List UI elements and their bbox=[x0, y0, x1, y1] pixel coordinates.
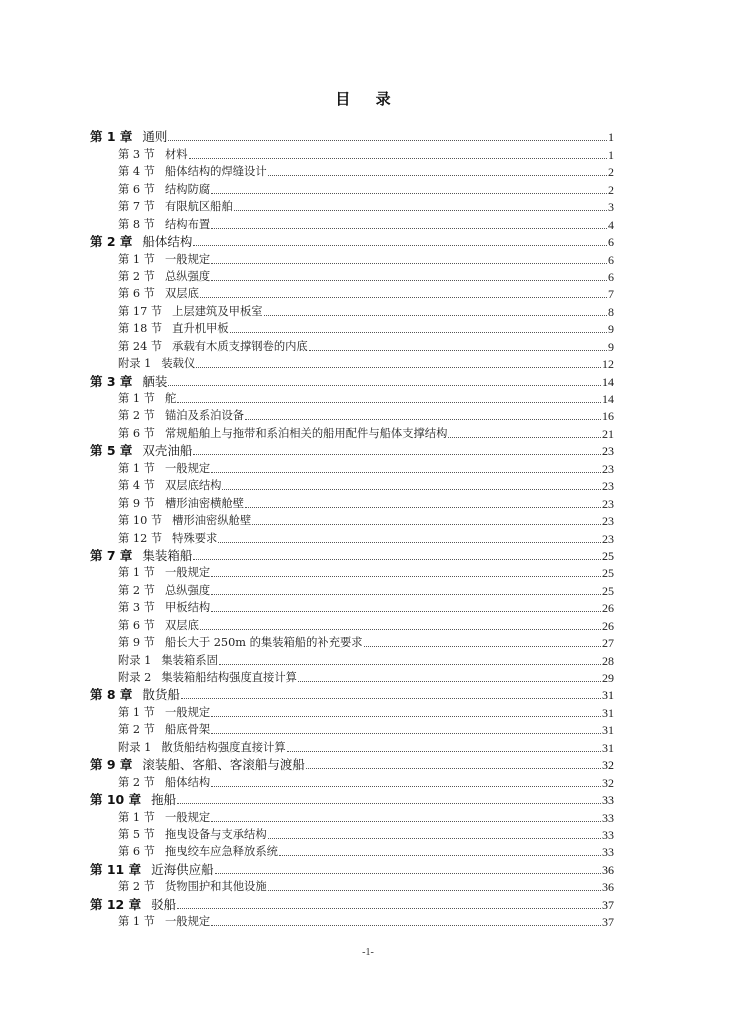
dot-leader bbox=[215, 873, 601, 874]
toc-entry-number: 第 6 节 bbox=[118, 618, 155, 632]
dot-leader bbox=[306, 768, 601, 769]
dot-leader bbox=[193, 245, 607, 246]
toc-entry-title: 承载有木质支撑钢卷的内底 bbox=[172, 339, 308, 353]
toc-chapter-entry[interactable] bbox=[90, 441, 614, 458]
toc-entry-title: 材料 bbox=[164, 147, 188, 161]
dot-leader bbox=[364, 646, 601, 647]
toc-entry-title: 双层底 bbox=[164, 287, 199, 301]
toc-entry-number: 第 4 节 bbox=[118, 165, 155, 179]
toc-entry-label bbox=[118, 741, 286, 755]
toc-page-number: 26 bbox=[602, 618, 614, 633]
toc-entry-number: 第 3 节 bbox=[118, 601, 155, 615]
toc-entry-title: 船底骨架 bbox=[164, 723, 211, 737]
toc-page-number: 28 bbox=[602, 653, 614, 668]
dot-leader bbox=[287, 751, 601, 752]
page-title: 目 录 bbox=[335, 90, 401, 108]
toc-page-number: 6 bbox=[608, 252, 614, 267]
toc-entry-title: 货物围护和其他设施 bbox=[164, 880, 267, 894]
toc-entry-label bbox=[90, 688, 180, 702]
toc-entry-number: 第 1 节 bbox=[118, 392, 155, 405]
toc-section-entry[interactable] bbox=[90, 842, 614, 859]
toc-entry-label bbox=[118, 392, 176, 406]
toc-entry-number: 第 2 节 bbox=[118, 269, 155, 283]
toc-section-entry[interactable] bbox=[90, 319, 614, 336]
dot-leader bbox=[218, 542, 601, 543]
toc-entry-label bbox=[90, 549, 192, 563]
toc-section-entry[interactable] bbox=[90, 511, 614, 528]
toc-entry-title: 双层底结构 bbox=[164, 479, 222, 493]
toc-entry-title: 特殊要求 bbox=[172, 531, 218, 545]
toc-chapter-entry[interactable] bbox=[90, 546, 614, 563]
dot-leader bbox=[211, 786, 601, 787]
toc-entry-title: 船体结构 bbox=[142, 234, 193, 250]
toc-section-entry[interactable] bbox=[90, 650, 614, 667]
toc-entry-title: 舵 bbox=[164, 392, 177, 405]
toc-entry-number: 第 6 节 bbox=[118, 182, 155, 196]
toc-page-number: 33 bbox=[602, 845, 614, 860]
dot-leader bbox=[211, 821, 601, 822]
toc-entry-number: 第 6 节 bbox=[118, 287, 155, 301]
toc-section-entry[interactable] bbox=[90, 301, 614, 318]
toc-section-entry[interactable] bbox=[90, 458, 614, 475]
toc-page-number: 23 bbox=[602, 514, 614, 529]
toc-section-entry[interactable] bbox=[90, 214, 614, 231]
toc-entry-title: 甲板结构 bbox=[164, 601, 211, 615]
dot-leader bbox=[230, 332, 607, 333]
dot-leader bbox=[181, 698, 601, 699]
toc-entry-title: 装载仪 bbox=[161, 357, 196, 371]
toc-section-entry[interactable] bbox=[90, 668, 614, 685]
toc-entry-number: 第 2 节 bbox=[118, 723, 155, 737]
toc-entry-label bbox=[90, 375, 167, 389]
toc-chapter-entry[interactable] bbox=[90, 790, 614, 807]
toc-entry-number: 第 1 章 bbox=[90, 129, 133, 145]
toc-page-number: 31 bbox=[602, 688, 614, 703]
toc-page-number: 25 bbox=[602, 566, 614, 581]
dot-leader bbox=[168, 385, 601, 386]
toc-entry-label bbox=[118, 340, 308, 354]
toc-entry-label bbox=[118, 305, 263, 319]
dot-leader bbox=[211, 193, 607, 194]
toc-entry-number: 第 9 节 bbox=[118, 496, 155, 510]
toc-page-number: 25 bbox=[602, 548, 614, 563]
dot-leader bbox=[211, 472, 601, 473]
dot-leader bbox=[168, 140, 607, 141]
toc-section-entry[interactable] bbox=[90, 144, 614, 161]
toc-chapter-entry[interactable] bbox=[90, 755, 614, 772]
toc-entry-number: 第 3 章 bbox=[90, 373, 133, 389]
toc-entry-title: 锚泊及系泊设备 bbox=[164, 409, 245, 423]
toc-entry-title: 结构布置 bbox=[164, 217, 211, 231]
toc-section-entry[interactable] bbox=[90, 615, 614, 632]
toc-chapter-entry[interactable] bbox=[90, 371, 614, 388]
toc-entry-title: 集装箱船结构强度直接计算 bbox=[161, 671, 297, 684]
dot-leader bbox=[200, 297, 607, 298]
toc-page-number: 36 bbox=[602, 880, 614, 895]
toc-chapter-entry[interactable] bbox=[90, 127, 614, 144]
toc-entry-title: 槽形油密纵舱壁 bbox=[172, 514, 252, 528]
toc-page-number: 21 bbox=[602, 426, 614, 441]
toc-entry-number: 第 1 节 bbox=[118, 566, 155, 580]
toc-section-entry[interactable] bbox=[90, 598, 614, 615]
toc-page-number: 1 bbox=[608, 147, 614, 162]
toc-entry-label bbox=[118, 915, 210, 929]
toc-entry-number: 第 17 节 bbox=[118, 304, 163, 318]
toc-page-number: 26 bbox=[602, 601, 614, 616]
toc-entry-number: 第 2 节 bbox=[118, 583, 155, 597]
dot-leader bbox=[211, 263, 607, 264]
toc-section-entry[interactable] bbox=[90, 493, 614, 510]
toc-entry-title: 一般规定 bbox=[164, 915, 211, 929]
toc-page-number: 23 bbox=[602, 531, 614, 546]
toc-entry-title: 驳船 bbox=[151, 896, 177, 912]
toc-entry-title: 集装箱船 bbox=[142, 547, 193, 563]
toc-entry-number: 第 3 节 bbox=[118, 147, 155, 161]
toc-section-entry[interactable] bbox=[90, 476, 614, 493]
dot-leader bbox=[222, 489, 601, 490]
toc-section-entry[interactable] bbox=[90, 772, 614, 789]
toc-entry-number: 第 2 节 bbox=[118, 409, 155, 423]
toc-entry-label bbox=[118, 845, 278, 859]
toc-page-number: 33 bbox=[602, 827, 614, 842]
dot-leader bbox=[245, 419, 601, 420]
table-of-contents bbox=[90, 127, 614, 929]
toc-section-entry[interactable] bbox=[90, 720, 614, 737]
toc-entry-number: 第 2 节 bbox=[118, 775, 155, 789]
toc-page-number: 2 bbox=[608, 165, 614, 180]
toc-page-number: 36 bbox=[602, 862, 614, 877]
toc-entry-label bbox=[118, 479, 221, 493]
toc-section-entry[interactable] bbox=[90, 249, 614, 266]
toc-entry-title: 集装箱系固 bbox=[161, 653, 218, 667]
dot-leader bbox=[252, 524, 601, 525]
toc-entry-number: 第 1 节 bbox=[118, 461, 155, 475]
dot-leader bbox=[189, 158, 607, 159]
toc-entry-label bbox=[118, 723, 210, 737]
toc-entry-title: 船长大于 250m 的集装箱船的补充要求 bbox=[164, 636, 363, 650]
toc-entry-label bbox=[118, 218, 210, 232]
toc-entry-number: 第 6 节 bbox=[118, 845, 155, 859]
toc-page-number: 31 bbox=[602, 740, 614, 755]
dot-leader bbox=[211, 280, 607, 281]
toc-entry-label bbox=[90, 444, 192, 458]
dot-leader bbox=[298, 681, 601, 682]
toc-section-entry[interactable] bbox=[90, 197, 614, 214]
toc-section-entry[interactable] bbox=[90, 633, 614, 650]
toc-section-entry[interactable] bbox=[90, 354, 614, 371]
toc-page-number: 27 bbox=[602, 636, 614, 651]
toc-section-entry[interactable] bbox=[90, 179, 614, 196]
toc-entry-title: 船体结构的焊缝设计 bbox=[164, 165, 267, 179]
toc-entry-title: 一般规定 bbox=[164, 810, 211, 824]
toc-entry-label bbox=[118, 811, 210, 825]
toc-section-entry[interactable] bbox=[90, 563, 614, 580]
toc-entry-label bbox=[90, 863, 214, 877]
toc-section-entry[interactable] bbox=[90, 423, 614, 440]
toc-page-number: 14 bbox=[602, 392, 614, 406]
toc-entry-number: 第 5 节 bbox=[118, 827, 155, 841]
toc-section-entry[interactable] bbox=[90, 389, 614, 406]
toc-page-number: 16 bbox=[602, 409, 614, 424]
toc-entry-number: 第 1 节 bbox=[118, 810, 155, 824]
toc-entry-label bbox=[118, 880, 267, 894]
toc-entry-label bbox=[118, 200, 233, 214]
dot-leader bbox=[309, 350, 607, 351]
toc-section-entry[interactable] bbox=[90, 528, 614, 545]
toc-chapter-entry[interactable] bbox=[90, 894, 614, 911]
toc-entry-number: 第 10 章 bbox=[90, 792, 142, 808]
dot-leader bbox=[268, 838, 601, 839]
dot-leader bbox=[196, 367, 601, 368]
toc-section-entry[interactable] bbox=[90, 267, 614, 284]
toc-entry-number: 第 7 节 bbox=[118, 200, 155, 214]
toc-entry-label bbox=[118, 427, 447, 441]
toc-entry-label bbox=[118, 270, 210, 284]
toc-entry-label bbox=[118, 636, 363, 650]
toc-entry-label bbox=[118, 514, 251, 528]
toc-entry-number: 第 10 节 bbox=[118, 514, 163, 528]
toc-entry-label bbox=[118, 322, 229, 336]
dot-leader bbox=[193, 559, 601, 560]
toc-entry-title: 拖曳绞车应急释放系统 bbox=[164, 845, 278, 859]
toc-entry-number: 附录 2 bbox=[118, 671, 152, 684]
toc-page-number: 8 bbox=[608, 304, 614, 319]
toc-section-entry[interactable] bbox=[90, 877, 614, 894]
toc-entry-label bbox=[90, 758, 305, 772]
dot-leader bbox=[211, 925, 601, 926]
toc-entry-title: 拖曳设备与支承结构 bbox=[164, 827, 267, 841]
toc-chapter-entry[interactable] bbox=[90, 859, 614, 876]
toc-entry-label bbox=[118, 566, 210, 580]
dot-leader bbox=[264, 315, 607, 316]
toc-section-entry[interactable] bbox=[90, 162, 614, 179]
toc-entry-label bbox=[118, 253, 210, 267]
toc-entry-label bbox=[118, 165, 267, 179]
dot-leader bbox=[193, 454, 601, 455]
toc-entry-label bbox=[118, 357, 195, 371]
toc-entry-number: 第 7 章 bbox=[90, 547, 133, 563]
toc-entry-number: 第 12 节 bbox=[118, 531, 163, 545]
dot-leader bbox=[268, 175, 607, 176]
toc-section-entry[interactable] bbox=[90, 825, 614, 842]
dot-leader bbox=[177, 803, 601, 804]
toc-page-number: 6 bbox=[608, 235, 614, 250]
toc-entry-label bbox=[118, 409, 244, 423]
toc-page-number: 33 bbox=[602, 793, 614, 808]
toc-entry-title: 总纵强度 bbox=[164, 583, 211, 597]
toc-page-number: 23 bbox=[602, 479, 614, 494]
toc-entry-label bbox=[90, 898, 176, 912]
toc-entry-number: 第 6 节 bbox=[118, 426, 155, 440]
toc-page-number: 4 bbox=[608, 217, 614, 232]
toc-entry-number: 附录 1 bbox=[118, 357, 152, 371]
toc-entry-number: 第 2 节 bbox=[118, 880, 155, 894]
toc-page-number: 2 bbox=[608, 182, 614, 197]
toc-entry-number: 附录 1 bbox=[118, 740, 152, 754]
toc-entry-title: 一般规定 bbox=[164, 566, 211, 580]
toc-page-number: 37 bbox=[602, 897, 614, 912]
dot-leader bbox=[268, 890, 601, 891]
toc-section-entry[interactable] bbox=[90, 807, 614, 824]
toc-page-number: 33 bbox=[602, 810, 614, 825]
toc-entry-label bbox=[118, 654, 218, 668]
toc-entry-label bbox=[118, 497, 244, 511]
toc-section-entry[interactable] bbox=[90, 737, 614, 754]
toc-entry-label bbox=[118, 671, 297, 685]
toc-entry-title: 拖船 bbox=[151, 792, 177, 808]
toc-entry-label bbox=[118, 776, 210, 790]
toc-page-number: 14 bbox=[602, 374, 614, 389]
toc-entry-label bbox=[118, 584, 210, 598]
toc-entry-number: 第 1 节 bbox=[118, 915, 155, 929]
toc-entry-title: 结构防腐 bbox=[164, 182, 211, 196]
toc-page-number: 23 bbox=[602, 461, 614, 476]
toc-entry-title: 上层建筑及甲板室 bbox=[172, 304, 263, 318]
toc-entry-number: 第 9 章 bbox=[90, 757, 133, 773]
toc-entry-label bbox=[90, 793, 176, 807]
toc-page-number: 31 bbox=[602, 705, 614, 720]
toc-entry-label bbox=[118, 462, 210, 476]
toc-page-number: 23 bbox=[602, 444, 614, 459]
dot-leader bbox=[245, 507, 601, 508]
toc-section-entry[interactable] bbox=[90, 336, 614, 353]
toc-entry-number: 第 8 章 bbox=[90, 687, 133, 703]
toc-chapter-entry[interactable] bbox=[90, 685, 614, 702]
toc-entry-label bbox=[118, 287, 199, 301]
toc-entry-title: 双层底 bbox=[164, 618, 199, 632]
toc-page-number: 9 bbox=[608, 339, 614, 354]
dot-leader bbox=[211, 576, 601, 577]
toc-page-number: 23 bbox=[602, 496, 614, 511]
toc-entry-number: 第 4 节 bbox=[118, 479, 155, 493]
toc-entry-title: 船体结构 bbox=[164, 775, 211, 789]
dot-leader bbox=[177, 402, 601, 403]
toc-entry-title: 有限航区船舶 bbox=[164, 200, 233, 214]
toc-page-number: 1 bbox=[608, 130, 614, 145]
toc-entry-label bbox=[90, 130, 167, 144]
toc-section-entry[interactable] bbox=[90, 702, 614, 719]
dot-leader bbox=[279, 855, 601, 856]
dot-leader bbox=[234, 210, 607, 211]
toc-entry-label bbox=[118, 532, 217, 546]
toc-page-number: 32 bbox=[602, 775, 614, 790]
toc-entry-number: 附录 1 bbox=[118, 653, 152, 667]
toc-entry-title: 舾装 bbox=[142, 373, 168, 389]
dot-leader bbox=[211, 611, 601, 612]
toc-entry-label bbox=[118, 601, 210, 615]
dot-leader bbox=[211, 594, 601, 595]
dot-leader bbox=[219, 664, 601, 665]
toc-entry-label bbox=[118, 619, 199, 633]
toc-page-number: 32 bbox=[602, 758, 614, 773]
toc-entry-title: 近海供应船 bbox=[151, 861, 214, 877]
toc-entry-title: 一般规定 bbox=[164, 461, 211, 475]
toc-entry-label bbox=[118, 183, 210, 197]
toc-page-number: 29 bbox=[602, 671, 614, 685]
toc-entry-number: 第 1 节 bbox=[118, 252, 155, 266]
dot-leader bbox=[211, 228, 607, 229]
toc-entry-title: 一般规定 bbox=[164, 705, 211, 719]
toc-entry-title: 直升机甲板 bbox=[172, 322, 229, 336]
dot-leader bbox=[177, 908, 601, 909]
toc-entry-number: 第 2 章 bbox=[90, 234, 133, 250]
dot-leader bbox=[211, 733, 601, 734]
toc-entry-number: 第 12 章 bbox=[90, 896, 142, 912]
dot-leader bbox=[200, 629, 601, 630]
toc-page-number: 25 bbox=[602, 583, 614, 598]
toc-page-number: 3 bbox=[608, 200, 614, 215]
toc-entry-title: 滚装船、客船、客滚船与渡船 bbox=[142, 757, 305, 773]
toc-entry-number: 第 9 节 bbox=[118, 636, 155, 650]
toc-entry-number: 第 11 章 bbox=[90, 861, 142, 877]
dot-leader bbox=[448, 437, 601, 438]
toc-entry-title: 槽形油密横舱壁 bbox=[164, 496, 245, 510]
page-number-footer: -1- bbox=[362, 947, 374, 958]
toc-entry-label bbox=[118, 148, 188, 162]
toc-page-number: 9 bbox=[608, 322, 614, 337]
toc-page-number: 37 bbox=[602, 915, 614, 930]
toc-entry-title: 总纵强度 bbox=[164, 269, 211, 283]
toc-entry-label bbox=[118, 706, 210, 720]
toc-entry-label bbox=[118, 828, 267, 842]
toc-entry-title: 一般规定 bbox=[164, 252, 211, 266]
toc-page-number: 6 bbox=[608, 269, 614, 284]
toc-chapter-entry[interactable] bbox=[90, 232, 614, 249]
toc-entry-title: 双壳油船 bbox=[142, 443, 193, 459]
toc-section-entry[interactable] bbox=[90, 284, 614, 301]
toc-entry-title: 散货船 bbox=[142, 687, 180, 703]
dot-leader bbox=[211, 716, 601, 717]
toc-entry-number: 第 8 节 bbox=[118, 217, 155, 231]
toc-page-number: 7 bbox=[608, 287, 614, 302]
toc-entry-number: 第 18 节 bbox=[118, 322, 163, 336]
toc-entry-number: 第 1 节 bbox=[118, 705, 155, 719]
toc-entry-number: 第 5 章 bbox=[90, 443, 133, 459]
toc-entry-title: 常规船舶上与拖带和系泊相关的船用配件与船体支撑结构 bbox=[164, 426, 448, 440]
toc-section-entry[interactable] bbox=[90, 406, 614, 423]
toc-section-entry[interactable] bbox=[90, 580, 614, 597]
toc-entry-number: 第 24 节 bbox=[118, 339, 163, 353]
toc-section-entry[interactable] bbox=[90, 912, 614, 929]
toc-page-number: 12 bbox=[602, 357, 614, 372]
toc-entry-title: 通则 bbox=[142, 129, 168, 145]
toc-entry-title: 散货船结构强度直接计算 bbox=[161, 740, 286, 754]
toc-page-number: 31 bbox=[602, 723, 614, 738]
toc-entry-label bbox=[90, 235, 192, 249]
